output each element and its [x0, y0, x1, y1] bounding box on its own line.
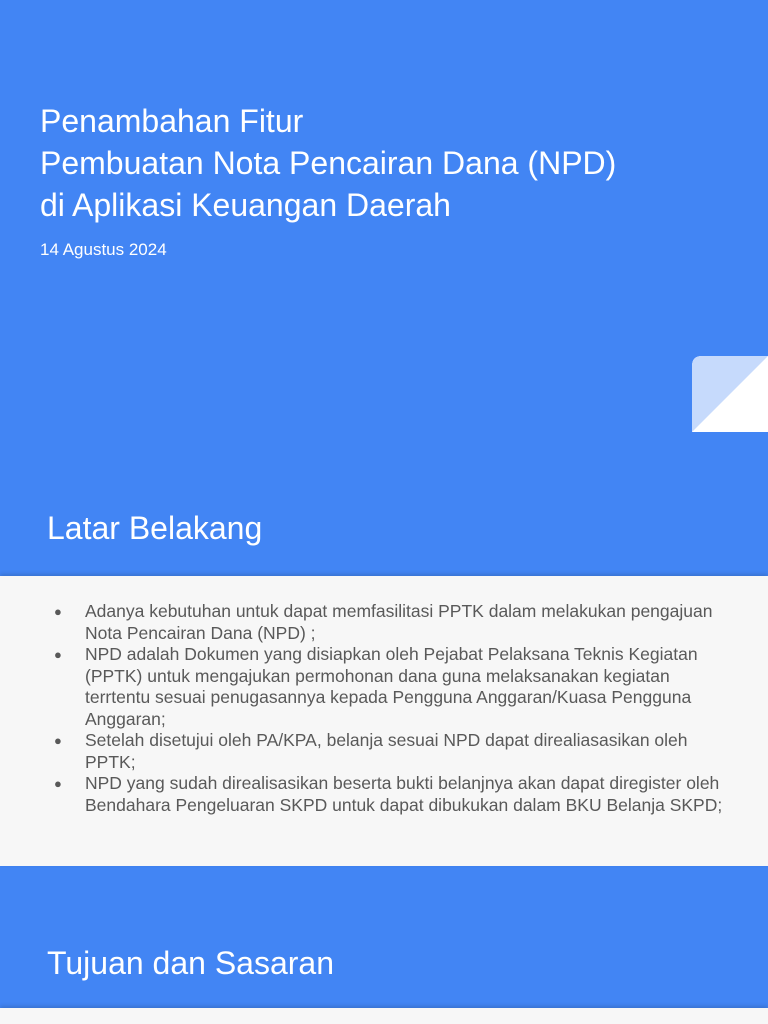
title-line-2: Pembuatan Nota Pencairan Dana (NPD) [40, 145, 617, 181]
slide-date: 14 Agustus 2024 [40, 240, 167, 259]
bullet-icon: ● [54, 776, 62, 791]
bullet-icon: ● [54, 647, 62, 662]
list-item [54, 773, 724, 816]
bullet-list [54, 601, 724, 816]
bullet-text: NPD adalah Dokumen yang disiapkan oleh Pejabat Pelaksana Teknis Kegiatan (PPTK) untuk mengajukan permohonan dana guna melaksanakan kegiatan terrtentu sesuai penugasannya kepada Pengguna Anggaran/Kuasa Pengguna Anggaran; [85, 644, 698, 729]
title-line-3: di Aplikasi Keuangan Daerah [40, 187, 451, 223]
list-item [54, 601, 724, 644]
next-panel-edge [0, 1008, 768, 1024]
bullet-icon: ● [54, 604, 62, 619]
list-item [54, 730, 724, 773]
list-item [54, 644, 724, 730]
slide-title [40, 100, 740, 226]
section-heading-latar-belakang: Latar Belakang [47, 510, 263, 546]
content-panel [0, 576, 768, 866]
bullet-text: NPD yang sudah direalisasikan beserta bukti belanjnya akan dapat diregister oleh Bendahara Pengeluaran SKPD untuk dapat dibukukan dalam BKU Belanja SKPD; [85, 773, 723, 815]
bullet-icon: ● [54, 733, 62, 748]
bullet-text: Adanya kebutuhan untuk dapat memfasilitasi PPTK dalam melakukan pengajuan Nota Pencairan Dana (NPD) ; [85, 601, 713, 643]
section-heading-tujuan-dan-sasaran: Tujuan dan Sasaran [47, 945, 335, 981]
bullet-text: Setelah disetujui oleh PA/KPA, belanja sesuai NPD dapat direaliasasikan oleh PPTK; [85, 730, 688, 772]
title-line-1: Penambahan Fitur [40, 103, 304, 139]
page-fold-decoration [692, 356, 768, 432]
